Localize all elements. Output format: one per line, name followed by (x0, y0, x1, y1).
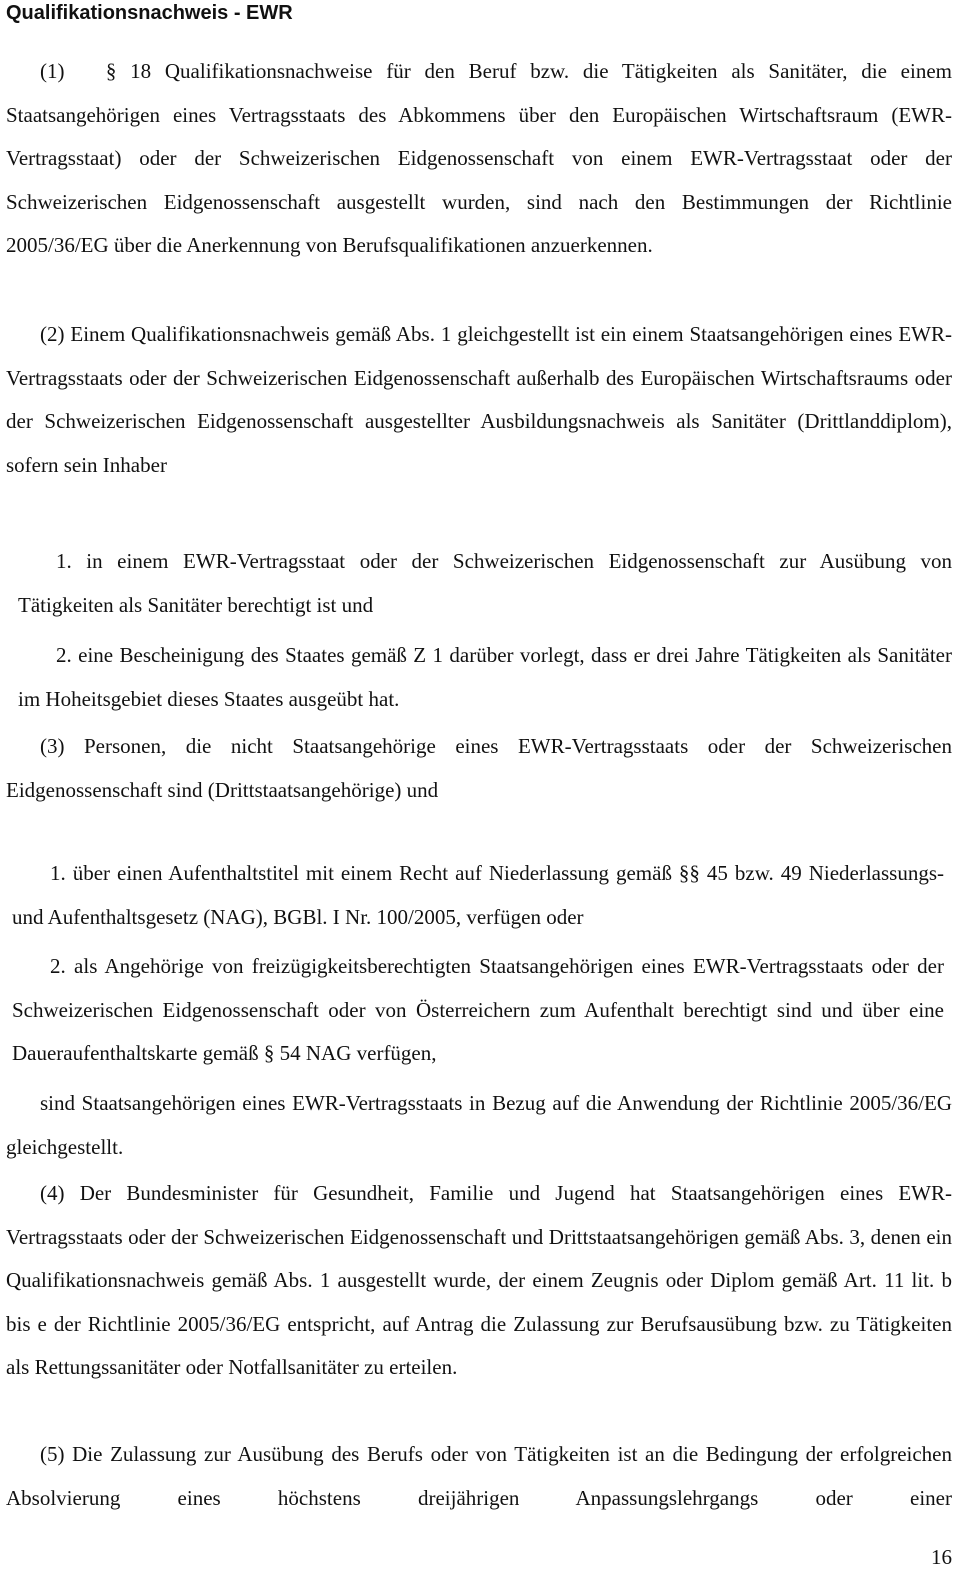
paragraph-5: (5) Die Zulassung zur Ausübung des Berufs oder von Tätigkeiten ist an die Bedingung der erfolgreichen Absolvierung eines höchstens dreijährigen Anpassungslehrgangs oder einer (6, 1442, 952, 1510)
paragraph-1: (1) § 18 Qualifikationsnachweise für den Beruf bzw. die Tätigkeiten als Sanitäter, die einem Staatsangehörigen eines Vertragsstaats des Abkommens über den Europäischen Wirtschaftsraum (EWR-Vertragsstaat) oder der Schweizerischen Eidgenossenschaft von einem EWR-Vertragsstaat oder der Schweizerischen Eidgenossenschaft ausgestellt wurden, sind nach den Bestimmungen der Richtlinie 2005/36/EG über die Anerkennung von Berufsqualifikationen anzuerkennen. (6, 59, 958, 257)
document-title: Qualifikationsnachweis - EWR (6, 2, 293, 24)
page-number: 16 (931, 1545, 952, 1569)
paragraph-3-tail: sind Staatsangehörigen eines EWR-Vertragsstaats in Bezug auf die Anwendung der Richtlinie 2005/36/EG gleichgestellt. (6, 1091, 952, 1159)
paragraph-2-item-1: 1. in einem EWR-Vertragsstaat oder der Schweizerischen Eidgenossenschaft zur Ausübung von Tätigkeiten als Sanitäter berechtigt ist und (18, 549, 952, 617)
paragraph-2-item-2: 2. eine Bescheinigung des Staates gemäß Z 1 darüber vorlegt, dass er drei Jahre Tätigkeiten als Sanitäter im Hoheitsgebiet dieses Staates ausgeübt hat. (18, 643, 952, 711)
paragraph-4: (4) Der Bundesminister für Gesundheit, Familie und Jugend hat Staatsangehörigen eines EWR-Vertragsstaats oder der Schweizerischen Eidgenossenschaft und Drittstaatsangehörigen gemäß Abs. 3, denen ein Qualifikationsnachweis gemäß Abs. 1 ausgestellt wurde, der einem Zeugnis oder Diplom gemäß Art. 11 lit. b bis e der Richtlinie 2005/36/EG entspricht, auf Antrag die Zulassung zur Berufsausübung bzw. zu Tätigkeiten als Rettungssanitäter oder Notfallsanitäter zu erteilen. (6, 1181, 952, 1379)
paragraph-3-item-1: 1. über einen Aufenthaltstitel mit einem Recht auf Niederlassung gemäß §§ 45 bzw. 49 Niederlassungs- und Aufenthaltsgesetz (NAG), BGBl. I Nr. 100/2005, verfügen oder (12, 861, 944, 929)
paragraph-2: (2) Einem Qualifikationsnachweis gemäß Abs. 1 gleichgestellt ist ein einem Staatsangehörigen eines EWR-Vertragsstaats oder der Schweizerischen Eidgenossenschaft außerhalb des Europäischen Wirtschaftsraums oder der Schweizerischen Eidgenossenschaft ausgestellter Ausbildungsnachweis als Sanitäter (Drittlanddiplom), sofern sein Inhaber (6, 322, 952, 477)
paragraph-3: (3) Personen, die nicht Staatsangehörige eines EWR-Vertragsstaats oder der Schweizerischen Eidgenossenschaft sind (Drittstaatsangehörige) und (6, 734, 952, 802)
paragraph-3-item-2: 2. als Angehörige von freizügigkeitsberechtigten Staatsangehörigen eines EWR-Vertragsstaats oder der Schweizerischen Eidgenossenschaft oder von Österreichern zum Aufenthalt berechtigt sind und über eine Daueraufenthaltskarte gemäß § 54 NAG verfügen, (12, 954, 944, 1065)
